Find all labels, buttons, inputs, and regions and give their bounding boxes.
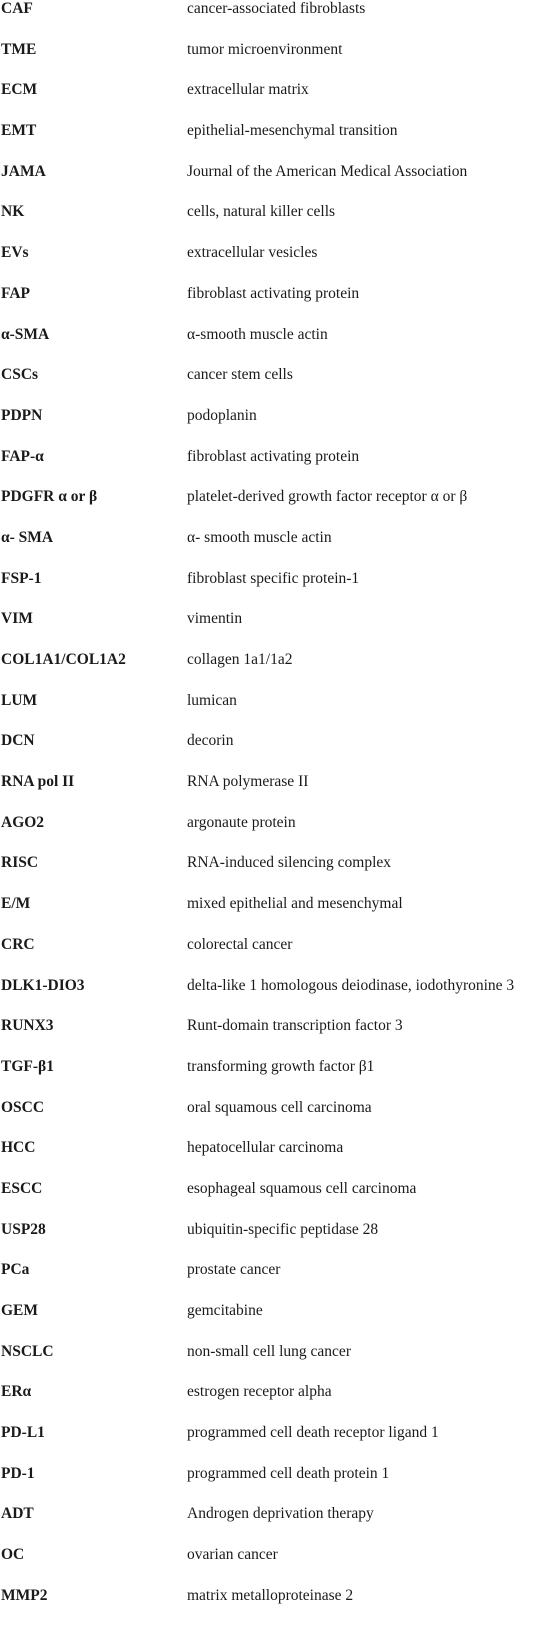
abbreviation-term: CSCs	[1, 366, 39, 384]
abbreviation-definition: esophageal squamous cell carcinoma	[187, 1179, 417, 1197]
abbreviation-row	[0, 0, 558, 41]
abbreviation-definition: cancer stem cells	[187, 366, 293, 384]
abbreviation-term: RUNX3	[1, 1017, 54, 1035]
abbreviation-term: ESCC	[1, 1179, 43, 1197]
abbreviation-term: FSP-1	[1, 569, 42, 587]
abbreviation-term: CAF	[1, 0, 33, 17]
abbreviation-definition: extracellular matrix	[187, 81, 309, 99]
abbreviation-row	[0, 1465, 558, 1506]
abbreviation-term: GEM	[1, 1302, 39, 1319]
abbreviation-row	[0, 81, 558, 122]
abbreviation-row	[0, 122, 558, 163]
abbreviation-row	[0, 366, 558, 407]
abbreviation-definition: fibroblast activating protein	[187, 284, 360, 302]
abbreviation-term: VIM	[1, 610, 33, 628]
abbreviation-definition: vimentin	[187, 610, 243, 628]
abbreviation-term: OSCC	[1, 1098, 45, 1116]
abbreviation-definition: matrix metalloproteinase 2	[187, 1586, 354, 1604]
abbreviation-term: EVs	[1, 244, 29, 262]
abbreviation-row	[0, 1017, 558, 1058]
abbreviation-definition: ovarian cancer	[187, 1546, 278, 1564]
abbreviation-row	[0, 1424, 558, 1465]
abbreviation-definition: Androgen deprivation therapy	[187, 1505, 374, 1523]
abbreviation-row	[0, 814, 558, 855]
abbreviation-definition: programmed cell death receptor ligand 1	[187, 1424, 439, 1442]
abbreviation-term: PDPN	[1, 406, 43, 424]
abbreviation-row	[0, 1383, 558, 1424]
abbreviation-row	[0, 977, 558, 1018]
abbreviation-term: COL1A1/COL1A2	[1, 651, 126, 668]
abbreviation-definition: cells, natural killer cells	[187, 203, 336, 221]
abbreviation-definition: cancer-associated fibroblasts	[187, 0, 366, 17]
abbreviation-definition: extracellular vesicles	[187, 244, 318, 262]
abbreviation-term: DLK1-DIO3	[1, 976, 85, 994]
abbreviation-term: USP28	[1, 1220, 46, 1238]
abbreviation-term: E/M	[1, 895, 31, 913]
abbreviation-term: α- SMA	[1, 528, 54, 546]
abbreviation-row	[0, 1058, 558, 1099]
abbreviation-term: FAP-α	[1, 447, 44, 465]
abbreviation-row	[0, 936, 558, 977]
abbreviation-term: TME	[1, 40, 37, 58]
abbreviation-term: CRC	[1, 935, 35, 953]
abbreviation-row	[0, 773, 558, 814]
abbreviation-term: PD-L1	[1, 1424, 45, 1442]
abbreviation-term: JAMA	[1, 162, 46, 180]
abbreviation-row	[0, 529, 558, 570]
abbreviation-definition: RNA polymerase II	[187, 773, 309, 791]
abbreviation-definition: argonaute protein	[187, 813, 296, 831]
abbreviation-term: TGF-β1	[1, 1057, 54, 1075]
abbreviation-term: HCC	[1, 1139, 36, 1157]
abbreviation-term: RISC	[1, 854, 39, 872]
abbreviation-row	[0, 1139, 558, 1180]
abbreviation-definition: delta-like 1 homologous deiodinase, iodothyronine 3	[187, 976, 515, 994]
abbreviation-row	[0, 732, 558, 773]
abbreviation-row	[0, 1587, 558, 1628]
abbreviation-row	[0, 1546, 558, 1587]
abbreviation-row	[0, 854, 558, 895]
abbreviation-row	[0, 1099, 558, 1140]
abbreviation-term: RNA pol II	[1, 773, 75, 791]
abbreviation-definition: mixed epithelial and mesenchymal	[187, 895, 403, 913]
abbreviation-definition: platelet-derived growth factor receptor α or β	[187, 488, 468, 506]
abbreviation-row	[0, 41, 558, 82]
abbreviation-term: OC	[1, 1546, 25, 1564]
abbreviation-definition: RNA-induced silencing complex	[187, 854, 392, 872]
abbreviation-definition: collagen 1a1/1a2	[187, 651, 293, 668]
abbreviation-definition: epithelial-mesenchymal transition	[187, 122, 398, 140]
abbreviation-definition: decorin	[187, 732, 234, 750]
abbreviation-term: ADT	[1, 1505, 34, 1523]
abbreviation-term: DCN	[1, 732, 35, 750]
abbreviation-definition: lumican	[187, 691, 237, 709]
abbreviation-term: ERα	[1, 1383, 32, 1401]
abbreviation-row	[0, 692, 558, 733]
abbreviation-row	[0, 1343, 558, 1384]
abbreviation-term: NSCLC	[1, 1342, 54, 1360]
abbreviation-row	[0, 895, 558, 936]
abbreviation-row	[0, 407, 558, 448]
abbreviation-definition: non-small cell lung cancer	[187, 1342, 351, 1360]
abbreviation-row	[0, 1261, 558, 1302]
abbreviation-row	[0, 1221, 558, 1262]
abbreviation-row	[0, 326, 558, 367]
abbreviation-term: FAP	[1, 284, 30, 302]
abbreviation-term: α-SMA	[1, 325, 50, 343]
abbreviation-row	[0, 285, 558, 326]
abbreviation-definition: α-smooth muscle actin	[187, 325, 328, 343]
abbreviation-definition: ubiquitin-specific peptidase 28	[187, 1220, 379, 1238]
abbreviation-definition: gemcitabine	[187, 1302, 263, 1319]
abbreviation-row	[0, 244, 558, 285]
abbreviation-definition: Journal of the American Medical Association	[187, 162, 468, 180]
abbreviation-row	[0, 448, 558, 489]
abbreviation-term: EMT	[1, 122, 37, 140]
abbreviation-definition: α- smooth muscle actin	[187, 528, 332, 546]
abbreviation-term: AGO2	[1, 813, 45, 831]
abbreviation-definition: tumor microenvironment	[187, 40, 343, 58]
abbreviation-row	[0, 203, 558, 244]
abbreviation-term: NK	[1, 203, 25, 221]
abbreviation-row	[0, 610, 558, 651]
abbreviation-row	[0, 570, 558, 611]
abbreviation-term: MMP2	[1, 1586, 48, 1604]
abbreviation-definition: programmed cell death protein 1	[187, 1464, 390, 1482]
abbreviation-term: PCa	[1, 1261, 30, 1279]
abbreviation-definition: oral squamous cell carcinoma	[187, 1098, 372, 1116]
abbreviation-definition: podoplanin	[187, 406, 257, 424]
abbreviation-row	[0, 1302, 558, 1343]
abbreviation-definition: fibroblast activating protein	[187, 447, 360, 465]
abbreviation-definition: hepatocellular carcinoma	[187, 1139, 344, 1157]
abbreviation-definition: Runt-domain transcription factor 3	[187, 1017, 403, 1035]
abbreviation-row	[0, 163, 558, 204]
abbreviation-term: PDGFR α or β	[1, 488, 98, 506]
abbreviation-definition: prostate cancer	[187, 1261, 281, 1279]
abbreviation-row	[0, 488, 558, 529]
abbreviation-term: LUM	[1, 691, 38, 709]
abbreviation-definition: colorectal cancer	[187, 935, 293, 953]
abbreviation-definition: transforming growth factor β1	[187, 1057, 375, 1075]
abbreviation-row	[0, 651, 558, 692]
abbreviation-definition: fibroblast specific protein-1	[187, 569, 360, 587]
abbreviation-row	[0, 1180, 558, 1221]
abbreviation-term: PD-1	[1, 1464, 35, 1482]
abbreviation-definition: estrogen receptor alpha	[187, 1383, 332, 1401]
abbreviation-term: ECM	[1, 81, 38, 99]
abbreviation-row	[0, 1505, 558, 1546]
